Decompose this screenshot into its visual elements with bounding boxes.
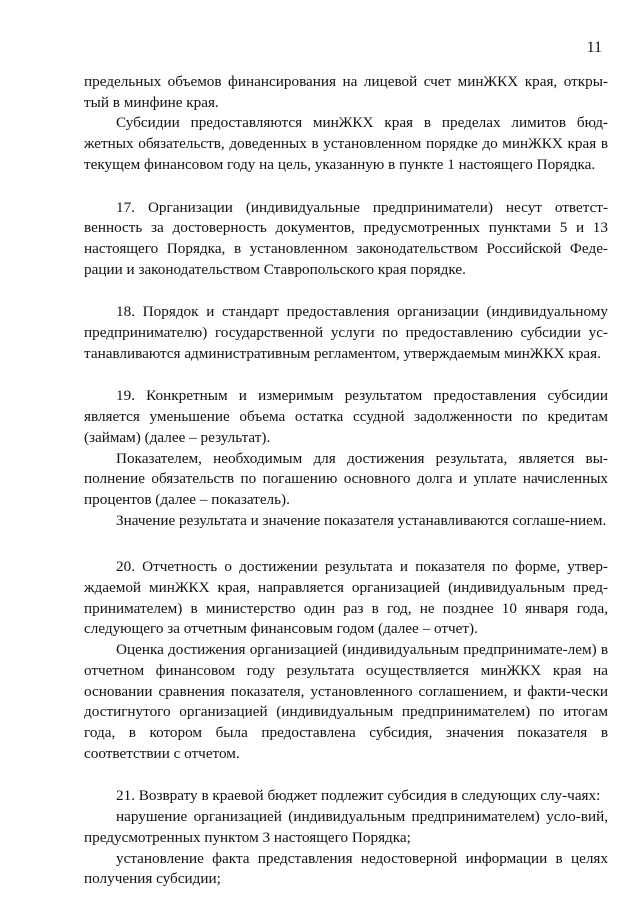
paragraph: нарушение организацией (индивидуальным предпринимателем) усло-вий, предусмотренных пунктом 3 настоящего Порядка; <box>84 808 608 846</box>
paragraph-item-17: 17. Организации (индивидуальные предприниматели) несут ответст-венность за достоверность документов, предусмотренных пунктами 5 и 13 настоящего Порядка, в установленном законодательством Российской Феде-рации и законодательством Ставропольского края порядке. <box>84 198 608 278</box>
paragraph-item-19: 19. Конкретным и измеримым результатом предоставления субсидии является уменьшение объема остатка ссудной задолженности по кредитам (займам) (далее – результат). <box>84 387 608 446</box>
paragraph: Оценка достижения организацией (индивидуальным предпринимате-лем) в отчетном финансовом году результата осуществляется минЖКХ края на основании сравнения показателя, установленного соглашением, и факти-чески достигнутого организацией (индивидуальным предпринимателем) по итогам года, в котором была предоставлена субсидия, значения показателя в соответствии с отчетом. <box>84 641 608 762</box>
paragraph: Субсидии предоставляются минЖКХ края в пределах лимитов бюд-жетных обязательств, доведенных в установленном порядке до минЖКХ края в текущем финансовом году на цель, указанную в пункте 1 настоящего Порядка. <box>84 114 608 173</box>
paragraph: Показателем, необходимым для достижения результата, является вы-полнение обязательств по погашению основного долга и уплате начисленных процентов (далее – показатель). <box>84 449 608 508</box>
page-number: 11 <box>586 39 602 56</box>
paragraph-item-18: 18. Порядок и стандарт предоставления организации (индивидуальному предпринимателю) государственной услуги по предоставлению субсидии ус-танавливаются административным регламентом, утверждаемым минЖКХ края. <box>84 303 608 362</box>
document-body <box>84 72 608 890</box>
paragraph: Значение результата и значение показателя устанавливаются соглаше-нием. <box>116 511 607 529</box>
paragraph-item-20: 20. Отчетность о достижении результата и показателя по форме, утвер-ждаемой минЖКХ края, направляется организацией (индивидуальным пред-принимателем) в министерство один раз в год, не позднее 10 января года, следующего за отчетным финансовым годом (далее – отчет). <box>84 558 608 638</box>
paragraph-item-21: 21. Возврату в краевой бюджет подлежит субсидия в следующих слу-чаях: <box>116 787 601 805</box>
paragraph: установление факта представления недостоверной информации в целях получения субсидии; <box>84 849 608 888</box>
paragraph: предельных объемов финансирования на лицевой счет минЖКХ края, откры-тый в минфине края. <box>84 73 608 111</box>
